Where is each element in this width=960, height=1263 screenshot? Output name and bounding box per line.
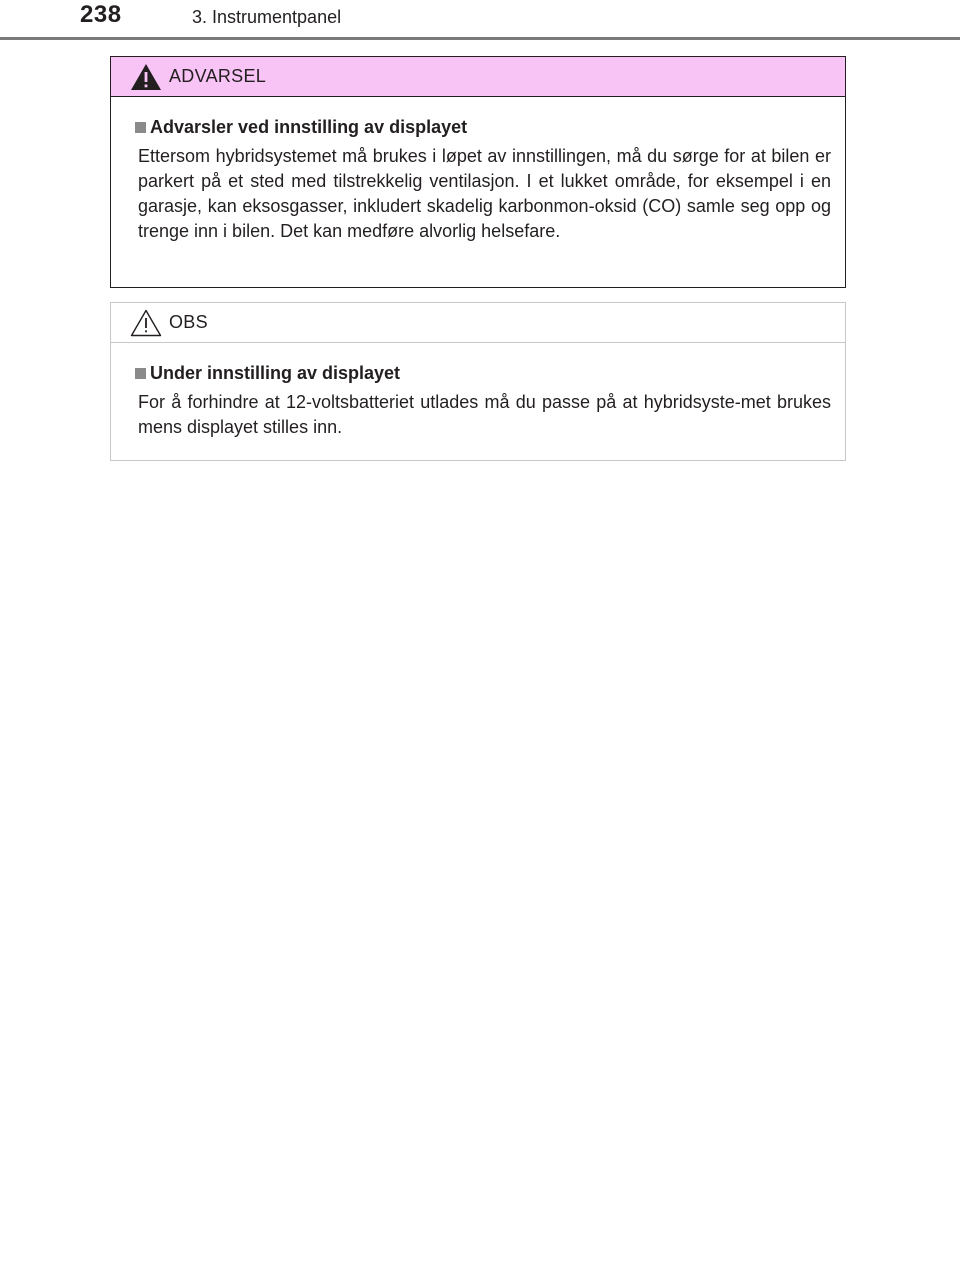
caution-header [111,303,845,343]
warning-triangle-icon [129,62,163,92]
caution-triangle-outline-icon [129,308,163,338]
caution-label: OBS [169,312,208,332]
caution-text: For å forhindre at 12-voltsbatteriet utlades må du passe på at hybridsyste-met brukes mens displayet stilles inn. [138,392,831,437]
warning-item-heading [135,115,831,139]
caution-item-heading [135,361,831,385]
square-bullet-icon [135,122,146,133]
warning-body [111,97,845,244]
caution-box [110,302,846,461]
warning-header [111,57,845,97]
header-divider [0,37,960,40]
square-bullet-icon [135,368,146,379]
chapter-title: 3. Instrumentpanel [192,7,342,27]
warning-text: Ettersom hybridsystemet må brukes i løpet av innstillingen, må du sørge for at bilen er parkert på et sted med tilstrekkelig ventilasjon. I et lukket område, for eksempel i en garasje, kan eksosgasser, inkludert skadelig karbonmon-oksid (CO) samle seg opp og trenge inn i bilen. Det kan medføre alvorlig helsefare. [138,146,831,241]
warning-heading-text: Advarsler ved innstilling av displayet [150,117,468,137]
page-header [0,0,960,40]
warning-label: ADVARSEL [169,66,267,86]
warning-box [110,56,846,288]
caution-body [111,343,845,440]
caution-heading-text: Under innstilling av displayet [150,363,401,383]
page-number: 238 [80,1,122,28]
